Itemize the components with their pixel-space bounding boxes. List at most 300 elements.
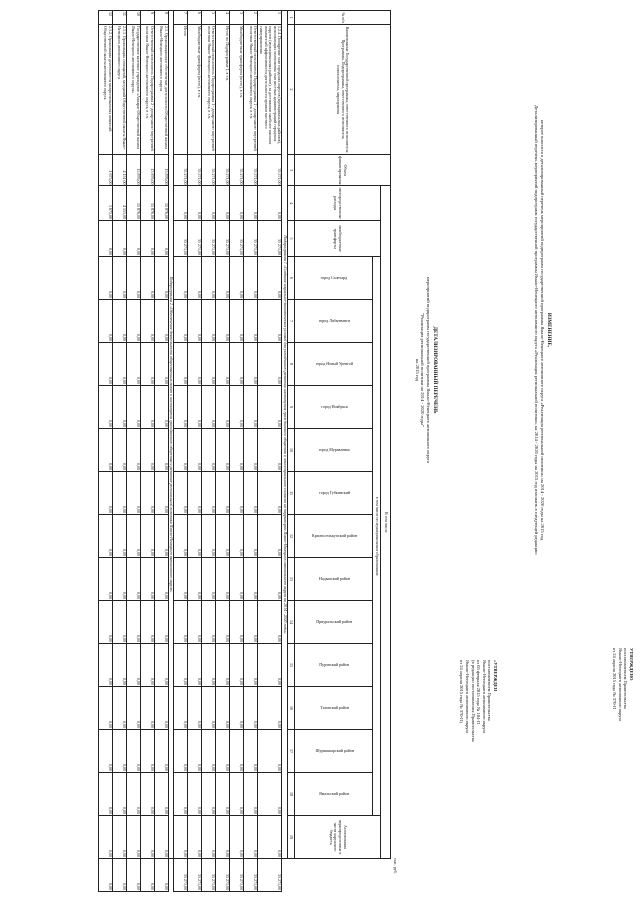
row-value: 0,00 <box>126 300 140 343</box>
row-value: 0,00 <box>202 558 216 601</box>
table-row <box>154 11 168 892</box>
municipality-label: Красноселькупский район <box>311 532 357 538</box>
row-value: 0,00 <box>188 773 202 816</box>
row-value: 0,00 <box>216 472 230 515</box>
approval-1-line-3: от 24 апреля 2015 года № 370-П <box>612 648 618 710</box>
row-value: 0,00 <box>230 186 244 221</box>
row-value: 0,00 <box>216 816 230 859</box>
table-row <box>112 11 126 892</box>
table-row <box>230 11 244 892</box>
row-value: 35 271,00 <box>174 155 188 186</box>
row-value: 15 876,00 <box>140 155 154 186</box>
column-number: 15 <box>288 644 295 687</box>
col-header-municipality <box>295 300 373 343</box>
row-name: Межбюджетные трансферты (всего), в т.ч. <box>188 25 202 155</box>
row-name: Межбюджетные трансферты (всего), в т.ч. <box>230 25 244 155</box>
row-value: 4 151,00 <box>112 155 126 186</box>
row-value: 0,00 <box>140 773 154 816</box>
row-name: 2.1. Организационное обеспечение деятельности Общественной палаты Ямало-Ненецкого автономного округа <box>154 25 168 155</box>
column-number: 2 <box>288 25 295 155</box>
col-header-municipality <box>295 687 373 730</box>
row-value: 0,00 <box>230 472 244 515</box>
column-number: 10 <box>288 429 295 472</box>
row-value: 0,00 <box>230 644 244 687</box>
row-value: 15 876,00 <box>154 186 168 221</box>
row-value: 0,00 <box>230 386 244 429</box>
row-value: 35 271,00 <box>188 859 202 892</box>
row-value: 0,00 <box>98 257 112 300</box>
column-number: 6 <box>288 257 295 300</box>
row-value: 0,00 <box>174 429 188 472</box>
section-title: Подпрограмма 1 «Создание социально-экономических условий для устойчивого развития институтов гражданского общества и этносоциального согласия на территории Ямало-Ненецкого автономного округа на 2014 - 2020 годы» <box>282 11 288 859</box>
row-value: 35 271,00 <box>216 859 230 892</box>
row-value: 0,00 <box>98 816 112 859</box>
row-value: 0,00 <box>202 515 216 558</box>
col-header-transfers: межбюджетные трансферты <box>295 221 381 257</box>
row-value: 35 271,00 <box>202 155 216 186</box>
column-number: 7 <box>288 300 295 343</box>
row-value: 0,00 <box>140 429 154 472</box>
row-number: 12 <box>98 11 112 25</box>
row-number: 7 <box>174 11 188 25</box>
row-value: 0,00 <box>98 515 112 558</box>
row-value: 0,00 <box>230 601 244 644</box>
row-value: 0,00 <box>98 472 112 515</box>
row-value: 0,00 <box>154 859 168 892</box>
row-value: 0,00 <box>174 773 188 816</box>
row-value: 0,00 <box>258 730 282 773</box>
row-value: 15 876,00 <box>154 155 168 186</box>
col-header-undistributed: Ассигнования нераспределенные в части окружного бюджета <box>295 816 381 859</box>
row-value: 0,00 <box>174 343 188 386</box>
approval-1-line-1: постановлением Правительства <box>623 648 629 709</box>
row-value: 0,00 <box>230 558 244 601</box>
row-value: 0,00 <box>98 343 112 386</box>
row-value: 0,00 <box>140 257 154 300</box>
row-value: 35 271,00 <box>230 221 244 257</box>
row-value: 0,00 <box>188 730 202 773</box>
row-value: 0,00 <box>174 730 188 773</box>
row-value: 0,00 <box>258 816 282 859</box>
row-value: 0,00 <box>216 644 230 687</box>
col-header-municipality <box>295 257 373 300</box>
column-number: 19 <box>288 816 295 859</box>
row-name: Итого по Подпрограмме 1, в т.ч. <box>216 25 230 155</box>
approval-2-line-1: постановлением Правительства <box>487 660 493 721</box>
row-value: 0,00 <box>98 558 112 601</box>
row-value: 0,00 <box>112 687 126 730</box>
row-value: 0,00 <box>202 687 216 730</box>
row-value: 0,00 <box>230 343 244 386</box>
row-value: 35 271,00 <box>174 859 188 892</box>
row-value: 0,00 <box>140 601 154 644</box>
row-value: 0,00 <box>202 186 216 221</box>
row-value: 0,00 <box>216 429 230 472</box>
municipality-label: Ямальский район <box>319 790 350 796</box>
row-value: 0,00 <box>188 429 202 472</box>
row-number: 9 <box>140 11 154 25</box>
row-value: 0,00 <box>98 601 112 644</box>
row-value: 0,00 <box>154 558 168 601</box>
row-value: 0,00 <box>216 601 230 644</box>
row-name: 1.2.4. Поощрение глав городских округов (муниципальных районов), исполняющих полномочия глав местных администраций городских округов (муниципальных районов), за достижение наиболее высоких показателей эффективности деятельности органов местного самоуправления <box>258 25 282 155</box>
row-value: 0,00 <box>126 644 140 687</box>
table-row <box>244 11 258 892</box>
row-value: 0,00 <box>188 558 202 601</box>
row-value: 0,00 <box>140 644 154 687</box>
row-value: 0,00 <box>230 687 244 730</box>
row-value: 0,00 <box>230 300 244 343</box>
row-value: 0,00 <box>244 601 258 644</box>
row-value: 0,00 <box>154 601 168 644</box>
row-value: 0,00 <box>140 300 154 343</box>
approval-2-line-5: Ямало-Ненецкого автономного округа <box>465 660 471 734</box>
municipality-label: город Новый Уренгой <box>315 360 353 366</box>
row-value: 1 675,00 <box>98 186 112 221</box>
section-title: Подпрограмма 2 «Обеспечение деятельности общественных палат и институтов гражданского общества и развитие региональной политики Ямало-Ненецкого автономного округа» <box>168 11 174 859</box>
row-value: 0,00 <box>154 730 168 773</box>
list-title: ДЕТАЛИЗИРОВАННЫЙ ПЕРЕЧЕНЬ <box>432 326 437 414</box>
col-header-municipality <box>295 644 373 687</box>
budget-table <box>98 10 391 892</box>
row-value: 0,00 <box>126 343 140 386</box>
row-value: 0,00 <box>140 687 154 730</box>
col-header-municipality <box>295 515 373 558</box>
row-value: 0,00 <box>126 472 140 515</box>
row-value: 0,00 <box>112 601 126 644</box>
col-header-municipality <box>295 730 373 773</box>
row-value: 0,00 <box>202 730 216 773</box>
row-value: 0,00 <box>188 687 202 730</box>
row-value: 35 271,00 <box>258 859 282 892</box>
table-row <box>174 11 188 892</box>
row-value: 0,00 <box>140 343 154 386</box>
row-value: 0,00 <box>230 773 244 816</box>
row-value: 0,00 <box>140 472 154 515</box>
row-value: 0,00 <box>154 773 168 816</box>
row-value: 0,00 <box>188 186 202 221</box>
row-value: 0,00 <box>112 558 126 601</box>
units-note: тыс. руб. <box>393 858 398 874</box>
row-name: Ответственный исполнитель Подпрограммы 1 - департамент внутренней политики Ямало-Ненецкого автономного округа, в т.ч. <box>202 25 216 155</box>
row-value: 4 151,00 <box>112 186 126 221</box>
row-value: 0,00 <box>202 257 216 300</box>
row-value: 0,00 <box>140 859 154 892</box>
row-value: 0,00 <box>126 816 140 859</box>
row-value: 0,00 <box>188 386 202 429</box>
changes-text-2: Детализированный перечень мероприятий подпрограмм государственной программы Ямало-Ненецкого автономного округа «Реализация региональной политики» на 2014 - 2020 годы на 2015 год изложить в следующей редакции: <box>534 105 540 555</box>
row-value: 0,00 <box>230 429 244 472</box>
column-number: 11 <box>288 472 295 515</box>
row-value: 0,00 <box>258 429 282 472</box>
row-name: Ответственный исполнитель Подпрограммы 2 - департамент внутренней политики Ямало-Ненецкого автономного округа, в т.ч. <box>140 25 154 155</box>
row-value: 0,00 <box>112 300 126 343</box>
row-value: 0,00 <box>216 257 230 300</box>
col-header-volume: Объем финансирования <box>295 155 391 186</box>
municipality-label: Пуровский район <box>319 661 350 667</box>
row-value: 15 876,00 <box>126 155 140 186</box>
municipality-label: город Ноябрьск <box>320 403 348 409</box>
row-value: 0,00 <box>174 816 188 859</box>
row-value: 0,00 <box>174 386 188 429</box>
row-value: 0,00 <box>230 730 244 773</box>
row-value: 0,00 <box>112 257 126 300</box>
row-value: 0,00 <box>244 515 258 558</box>
row-value: 0,00 <box>126 429 140 472</box>
column-number: 1 <box>288 11 295 25</box>
row-value: 0,00 <box>98 429 112 472</box>
row-value: 0,00 <box>258 257 282 300</box>
row-value: 35 271,00 <box>230 155 244 186</box>
row-value: 0,00 <box>174 515 188 558</box>
row-value: 0,00 <box>154 429 168 472</box>
row-value: 35 271,00 <box>216 155 230 186</box>
column-number: 9 <box>288 386 295 429</box>
row-value: 0,00 <box>174 687 188 730</box>
row-value: 0,00 <box>154 257 168 300</box>
row-value: 0,00 <box>258 773 282 816</box>
row-value: 35 271,00 <box>258 221 282 257</box>
row-value: 0,00 <box>98 386 112 429</box>
row-value: 0,00 <box>202 429 216 472</box>
row-value: 0,00 <box>216 186 230 221</box>
approval-1-title: УТВЕРЖДЕНО <box>629 648 634 681</box>
row-value: 0,00 <box>112 644 126 687</box>
row-value: 0,00 <box>188 300 202 343</box>
row-number: 6 <box>188 11 202 25</box>
row-value: 0,00 <box>154 687 168 730</box>
row-value: 0,00 <box>112 429 126 472</box>
approval-block-1 <box>612 648 634 778</box>
row-value: 0,00 <box>202 386 216 429</box>
row-value: 0,00 <box>174 257 188 300</box>
row-value: 0,00 <box>244 257 258 300</box>
row-number: 3 <box>230 11 244 25</box>
row-number: 1 <box>258 11 282 25</box>
col-header-municipality <box>295 343 373 386</box>
row-value: 0,00 <box>258 472 282 515</box>
col-header-municipality <box>295 558 373 601</box>
row-value: 1 675,00 <box>98 155 112 186</box>
row-value: 0,00 <box>230 515 244 558</box>
section-row <box>168 11 174 892</box>
row-value: 0,00 <box>174 186 188 221</box>
table-row <box>258 11 282 892</box>
col-header-num: № п/п <box>295 11 391 25</box>
column-number: 3 <box>288 155 295 186</box>
approval-block-2 <box>459 660 498 790</box>
table-row <box>202 11 216 892</box>
row-value: 0,00 <box>258 558 282 601</box>
row-value: 0,00 <box>126 859 140 892</box>
column-number: 14 <box>288 601 295 644</box>
row-value: 0,00 <box>174 601 188 644</box>
row-value: 0,00 <box>188 644 202 687</box>
municipality-label: город Губкинский <box>318 489 350 495</box>
row-value: 0,00 <box>98 300 112 343</box>
row-value: 35 271,00 <box>202 859 216 892</box>
row-name: Итого <box>174 25 188 155</box>
row-value: 0,00 <box>140 730 154 773</box>
row-value: 0,00 <box>112 730 126 773</box>
row-value: 0,00 <box>188 472 202 515</box>
approval-2-line-4: (в редакции постановления Правительства <box>470 660 476 742</box>
row-value: 0,00 <box>112 773 126 816</box>
row-value: 0,00 <box>140 386 154 429</box>
row-name: 2.1.1. Организация совещаний, заседаний Общественной палаты Ямало-Ненецкого автономного округа <box>112 25 126 155</box>
section-row <box>282 11 288 892</box>
row-value: 0,00 <box>154 300 168 343</box>
col-header-incl: В том числе <box>381 186 391 859</box>
row-value: 0,00 <box>126 257 140 300</box>
row-value: 0,00 <box>230 257 244 300</box>
row-value: 0,00 <box>244 644 258 687</box>
row-value: 0,00 <box>140 558 154 601</box>
changes-text-1: которое вносится в детализированный перечень мероприятий подпрограмм государственной программы Ямало-Ненецкого автономного округа «Реализация региональной политики» на 2014 - 2020 годы на 2015 год <box>540 119 546 541</box>
col-header-municipality <box>295 601 373 644</box>
row-value: 0,00 <box>154 221 168 257</box>
row-number: 8 <box>154 11 168 25</box>
row-value: 35 271,00 <box>188 221 202 257</box>
row-value: 0,00 <box>112 859 126 892</box>
row-name: Государственное казенное учреждение «Аппарат Общественной палаты Ямало-Ненецкого автономного округа» <box>126 25 140 155</box>
col-header-municipality <box>295 386 373 429</box>
row-value: 0,00 <box>112 221 126 257</box>
row-value: 0,00 <box>140 221 154 257</box>
col-header-municipality <box>295 773 373 816</box>
row-value: 0,00 <box>126 221 140 257</box>
row-value: 0,00 <box>202 343 216 386</box>
row-value: 0,00 <box>216 687 230 730</box>
row-value: 0,00 <box>244 186 258 221</box>
municipality-label: Надымский район <box>318 575 350 581</box>
row-value: 0,00 <box>244 773 258 816</box>
table-row <box>216 11 230 892</box>
row-value: 0,00 <box>174 300 188 343</box>
row-name: Ответственный исполнитель Подпрограммы 1 - департамент внутренней политики Ямало-Ненецкого автономного округа, в т.ч. <box>244 25 258 155</box>
municipality-label: Шурышкарский район <box>315 747 354 753</box>
row-value: 0,00 <box>216 773 230 816</box>
approval-2-title: «УТВЕРЖДЕН <box>493 660 498 692</box>
row-value: 0,00 <box>244 472 258 515</box>
row-value: 35 271,00 <box>216 221 230 257</box>
list-header <box>414 80 438 660</box>
row-value: 0,00 <box>112 515 126 558</box>
row-value: 0,00 <box>244 730 258 773</box>
row-value: 0,00 <box>216 558 230 601</box>
row-value: 0,00 <box>258 386 282 429</box>
table-row <box>98 11 112 892</box>
row-number: 5 <box>202 11 216 25</box>
row-value: 0,00 <box>154 472 168 515</box>
row-value: 0,00 <box>216 300 230 343</box>
column-number: 5 <box>288 221 295 257</box>
row-value: 0,00 <box>258 300 282 343</box>
row-value: 0,00 <box>216 730 230 773</box>
row-value: 0,00 <box>244 687 258 730</box>
row-value: 0,00 <box>126 386 140 429</box>
row-value: 0,00 <box>244 429 258 472</box>
row-value: 35 271,00 <box>244 221 258 257</box>
row-value: 0,00 <box>126 601 140 644</box>
row-value: 0,00 <box>202 644 216 687</box>
row-value: 0,00 <box>154 816 168 859</box>
row-value: 0,00 <box>244 343 258 386</box>
row-value: 0,00 <box>188 515 202 558</box>
approval-2-line-3: от 05 февраля 2015 года № 104-П <box>476 660 482 724</box>
row-value: 0,00 <box>258 601 282 644</box>
row-value: 0,00 <box>188 343 202 386</box>
approval-2-line-6: от 24 апреля 2015 года № 370-П) <box>459 660 465 723</box>
row-number: 2 <box>244 11 258 25</box>
row-value: 0,00 <box>154 644 168 687</box>
column-number: 12 <box>288 515 295 558</box>
approval-1-line-2: Ямало-Ненецкого автономного округа <box>617 648 623 722</box>
table-row <box>188 11 202 892</box>
row-number: 10 <box>126 11 140 25</box>
municipality-label: город Салехард <box>321 274 348 280</box>
row-value: 0,00 <box>258 687 282 730</box>
col-header-name: Наименование Государственной программы, ответственного исполнителя Программы, Подпрограммы, ответственного исполнителя, соисполнителя, мероприятия <box>295 25 391 155</box>
row-value: 0,00 <box>258 343 282 386</box>
row-value: 0,00 <box>174 644 188 687</box>
row-value: 35 271,00 <box>230 859 244 892</box>
row-value: 0,00 <box>154 343 168 386</box>
row-value: 0,00 <box>98 773 112 816</box>
row-value: 15 876,00 <box>126 186 140 221</box>
list-subtitle-2: "Реализация региональной политики на 2014 - 2020 годы" <box>420 313 426 427</box>
row-value: 0,00 <box>188 601 202 644</box>
row-value: 0,00 <box>98 644 112 687</box>
row-value: 0,00 <box>126 773 140 816</box>
row-value: 0,00 <box>174 472 188 515</box>
table-row <box>126 11 140 892</box>
row-name: 2.1.2. Организация деятельности межрегиональных комиссий Общественной палаты автономного округа <box>98 25 112 155</box>
row-value: 35 271,00 <box>244 859 258 892</box>
row-value: 35 271,00 <box>188 155 202 186</box>
municipality-label: город Лабытнанги <box>318 317 350 323</box>
row-value: 0,00 <box>154 386 168 429</box>
row-value: 0,00 <box>112 386 126 429</box>
row-value: 0,00 <box>244 558 258 601</box>
col-header-municipality <box>295 429 373 472</box>
changes-title: ИЗМЕНЕНИЕ, <box>546 312 551 348</box>
table-row <box>140 11 154 892</box>
row-value: 0,00 <box>174 558 188 601</box>
row-value: 0,00 <box>154 515 168 558</box>
column-number: 16 <box>288 687 295 730</box>
row-value: 0,00 <box>244 300 258 343</box>
changes-header <box>534 20 552 640</box>
row-value: 0,00 <box>244 386 258 429</box>
row-value: 0,00 <box>188 257 202 300</box>
row-value: 0,00 <box>126 515 140 558</box>
row-value: 0,00 <box>98 859 112 892</box>
column-number: 17 <box>288 730 295 773</box>
column-number: 8 <box>288 343 295 386</box>
list-subtitle-1: мероприятий подпрограмм государственной программы Ямало-Ненецкого автономного округа <box>426 276 432 464</box>
row-value: 35 271,00 <box>244 155 258 186</box>
row-value: 0,00 <box>126 558 140 601</box>
row-value: 0,00 <box>216 515 230 558</box>
col-header-expenses: непосредственные расходы <box>295 186 381 221</box>
row-number: 11 <box>112 11 126 25</box>
row-value: 0,00 <box>140 515 154 558</box>
column-number: 13 <box>288 558 295 601</box>
row-value: 0,00 <box>230 816 244 859</box>
row-value: 15 876,00 <box>140 186 154 221</box>
row-value: 0,00 <box>98 221 112 257</box>
